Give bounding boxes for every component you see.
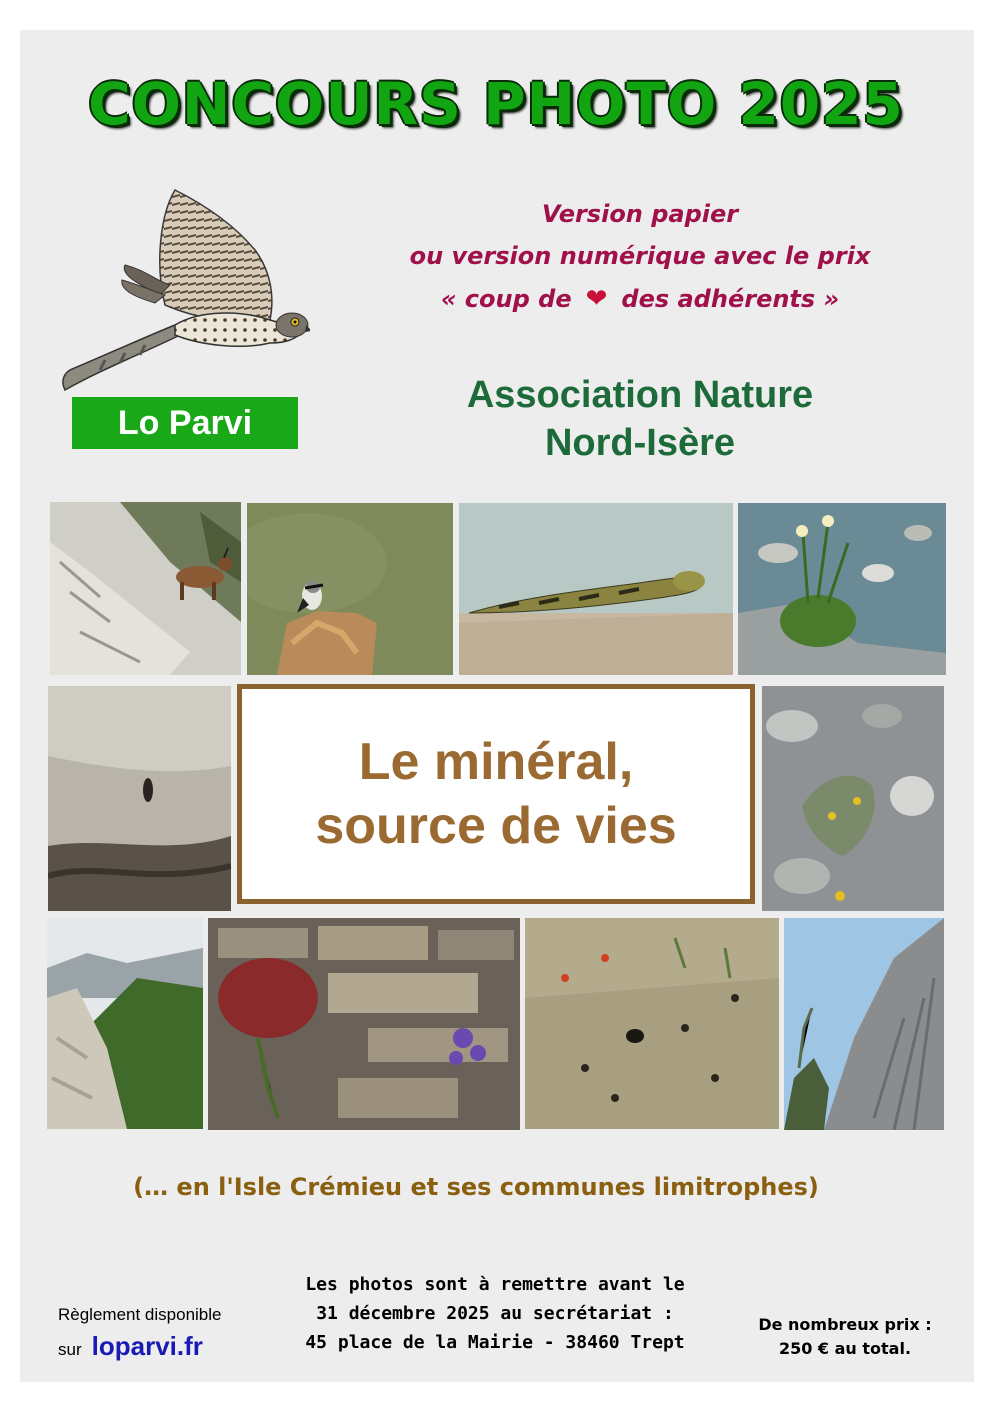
logo-label: Lo Parvi xyxy=(72,397,298,449)
deadline-info xyxy=(290,1270,700,1357)
website-link[interactable]: loparvi.fr xyxy=(91,1331,203,1361)
photo-scree-plant xyxy=(762,686,944,911)
prizes-line-1: De nombreux prix : xyxy=(758,1315,932,1334)
subtitle-line-3-start: « coup de xyxy=(440,285,572,313)
deadline-line-2: 31 décembre 2025 au secrétariat : xyxy=(316,1303,674,1324)
heart-icon: ❤ xyxy=(585,284,608,314)
photo-narcissus xyxy=(738,503,946,675)
association-name-line-1: Association Nature xyxy=(466,374,814,416)
theme-line-1: Le minéral, xyxy=(358,733,634,791)
rules-prefix: sur xyxy=(58,1340,82,1359)
photo-rock-face xyxy=(784,918,944,1130)
subtitle-line-2: ou version numérique avec le prix xyxy=(409,242,871,270)
association-name-line-2: Nord-Isère xyxy=(544,422,736,464)
photo-mountain-view xyxy=(47,918,203,1129)
prizes-line-2: 250 € au total. xyxy=(778,1339,912,1358)
theme-box xyxy=(237,684,755,904)
photo-sand-cliff xyxy=(525,918,779,1129)
prizes-info xyxy=(745,1313,945,1361)
subtitle-line-3 xyxy=(370,284,910,314)
rules-info xyxy=(58,1305,288,1362)
photo-cave-bat xyxy=(48,686,231,911)
theme-line-2: source de vies xyxy=(315,797,677,855)
subtitle-line-3-end: des adhérents » xyxy=(621,285,840,313)
deadline-line-1: Les photos sont à remettre avant le xyxy=(305,1274,685,1295)
region-note: (… en l'Isle Crémieu et ses communes limitrophes) xyxy=(133,1173,819,1201)
rules-line-2 xyxy=(58,1331,288,1362)
photo-lizard xyxy=(459,503,733,675)
sparrowhawk-logo xyxy=(60,185,310,395)
photo-chamois xyxy=(50,502,241,675)
subtitle-line-1: Version papier xyxy=(541,200,739,228)
page-title: CONCOURS PHOTO 2025 xyxy=(88,70,904,138)
photo-stone-wall xyxy=(208,918,520,1130)
rules-line-1: Règlement disponible xyxy=(58,1305,222,1324)
deadline-line-3: 45 place de la Mairie - 38460 Trept xyxy=(305,1332,685,1353)
photo-wheatear xyxy=(247,503,453,675)
